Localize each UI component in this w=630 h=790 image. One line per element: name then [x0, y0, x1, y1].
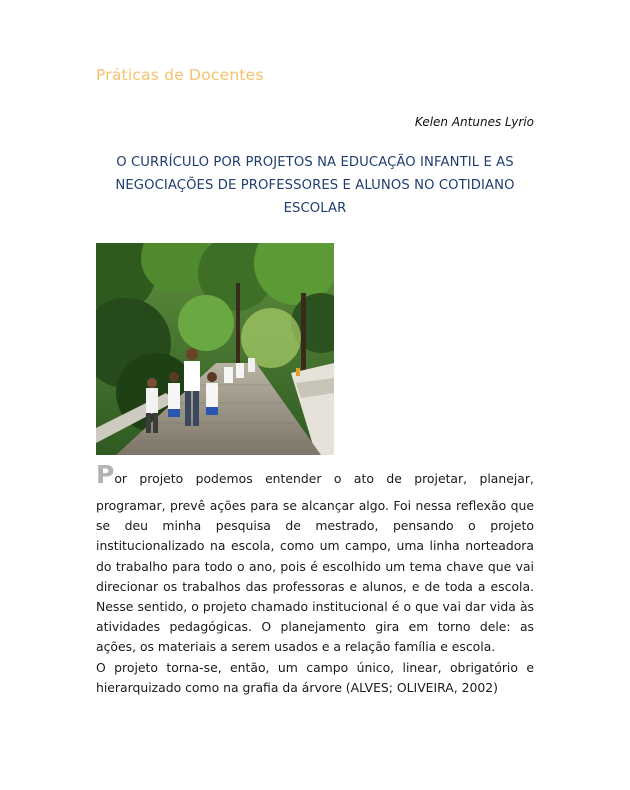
- title-line: ESCOLAR: [283, 201, 347, 216]
- article-body: [96, 496, 534, 698]
- intro-word: podemos: [195, 471, 253, 486]
- title-line: O CURRÍCULO POR PROJETOS NA EDUCAÇÃO INFANTIL E AS: [116, 155, 514, 170]
- intro-word: projeto: [139, 471, 184, 486]
- intro-word: o: [333, 471, 342, 486]
- intro-word: entender: [265, 471, 322, 486]
- intro-word: planejar,: [479, 471, 534, 486]
- dropcap: P: [96, 460, 115, 489]
- photo-children-walking-forest-path: [96, 243, 334, 455]
- paragraph: O projeto torna-se, então, um campo único, linear, obrigatório e hierarquizado como na grafia da árvore (ALVES; OLIVEIRA, 2002): [96, 659, 534, 695]
- section-header: Práticas de Docentes: [96, 66, 264, 84]
- author-name: Kelen Antunes Lyrio: [414, 115, 534, 129]
- article-title: [96, 151, 534, 220]
- paragraph: programar, prevê ações para se alcançar algo. Foi nessa reflexão que se deu minha pesquisa de mestrado, pensando o projeto institucionalizado na escola, como um campo, uma linha norteadora do trabalho para todo o ano, pois é escolhido um tema chave que vai direcionar os trabalhos das professoras e alunos, e de toda a escola. Nesse sentido, o projeto chamado institucional é o que vai dar vida às atividades pedagógicas. O planejamento gira em torno dele: as ações, os materiais a serem usados e a relação família e escola.: [96, 498, 534, 655]
- dropcap-letter-and-word: [96, 462, 127, 487]
- article-photo: [96, 243, 334, 455]
- intro-word: or: [114, 471, 128, 486]
- intro-word: de: [386, 471, 402, 486]
- intro-word: ato: [353, 471, 374, 486]
- intro-word: projetar,: [414, 471, 468, 486]
- title-line: NEGOCIAÇÕES DE PROFESSORES E ALUNOS NO COTIDIANO: [115, 178, 515, 193]
- intro-line: [96, 462, 534, 487]
